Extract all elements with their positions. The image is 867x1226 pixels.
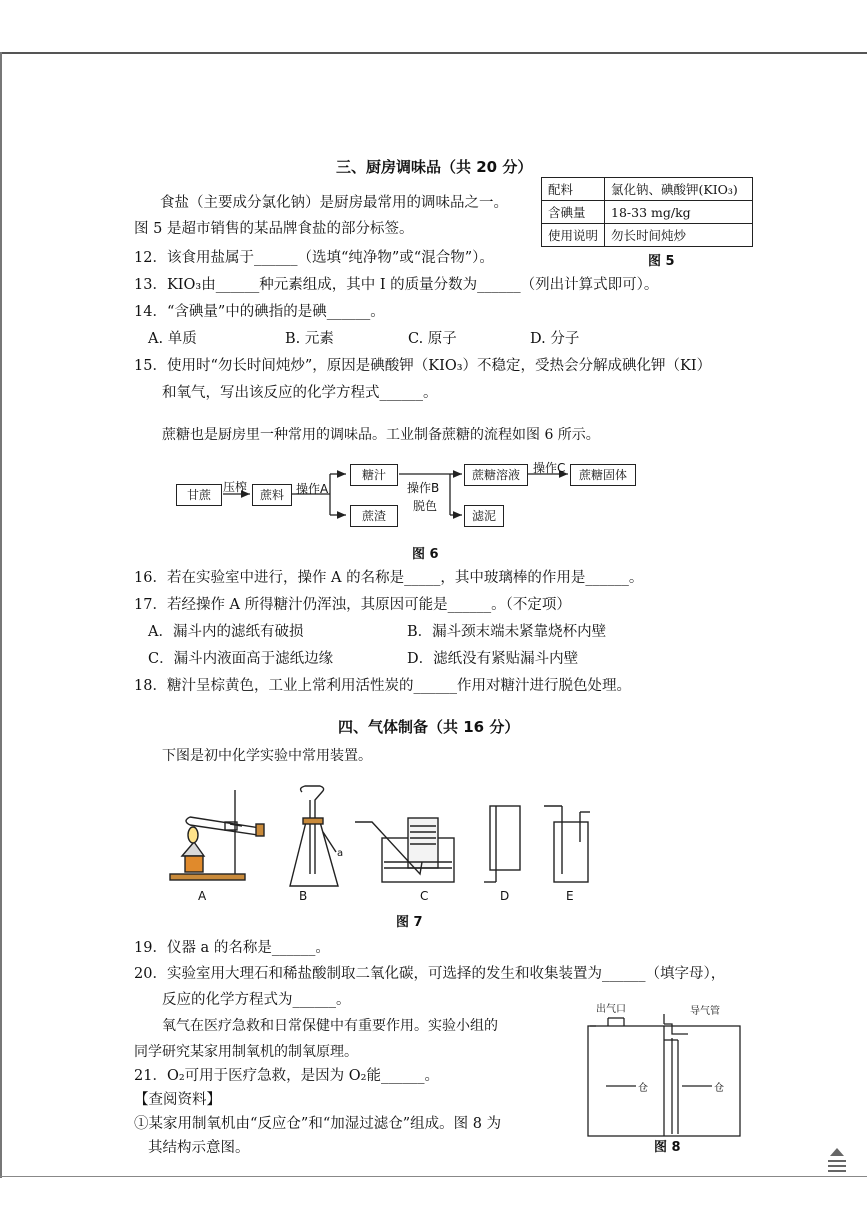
table-key: 含碘量 — [542, 201, 605, 224]
fig5-caption: 图 5 — [648, 254, 675, 269]
oxygen-intro-line2: 同学研究某家用制氧机的制氧原理。 — [134, 1044, 358, 1060]
section3-title: 三、厨房调味品（共 20 分） — [336, 158, 533, 176]
fig8-caption: 图 8 — [654, 1140, 681, 1155]
apparatus-label-a: A — [198, 889, 207, 903]
sugar-intro: 蔗糖也是厨房里一种常用的调味品。工业制备蔗糖的流程如图 6 所示。 — [162, 427, 600, 443]
table-row — [542, 178, 753, 201]
q14-option-a: A. 单质 — [148, 331, 197, 347]
salt-label-table — [541, 177, 753, 247]
section4-title: 四、气体制备（共 16 分） — [338, 718, 520, 736]
table-value: 18-33 mg/kg — [605, 201, 753, 224]
flow-sugarcane-box: 甘蔗 — [176, 484, 222, 506]
reference-title: 【查阅资料】 — [134, 1092, 221, 1108]
apparatus-a-label: a — [337, 848, 344, 859]
section4-intro: 下图是初中化学实验中常用装置。 — [162, 748, 372, 764]
section3-intro-line2: 图 5 是超市销售的某品牌食盐的部分标签。 — [134, 221, 414, 237]
table-key: 使用说明 — [542, 224, 605, 247]
question-18: 18．糖汁呈棕黄色，工业上常利用活性炭的______作用对糖汁进行脱色处理。 — [134, 678, 631, 694]
page-left-border — [0, 52, 2, 1178]
flow-decolor-label: 脱色 — [413, 499, 438, 513]
question-15-line2: 和氧气，写出该反应的化学方程式______。 — [162, 385, 438, 401]
reference-line1: ①某家用制氧机由“反应仓”和“加湿过滤仓”组成。图 8 为 — [134, 1116, 502, 1132]
question-19: 19．仪器 a 的名称是______。 — [134, 940, 330, 956]
flow-press-label: 压榨 — [223, 480, 248, 494]
oxygen-intro-line1: 氧气在医疗急救和日常保健中有重要作用。实验小组的 — [162, 1018, 498, 1034]
flow-pulp-box: 蔗料 — [252, 484, 292, 506]
q17-option-d: D．滤纸没有紧贴漏斗内壁 — [407, 651, 579, 667]
question-20-line1: 20．实验室用大理石和稀盐酸制取二氧化碳，可选择的发生和收集装置为______（填字母）， — [134, 966, 726, 982]
fig7-caption: 图 7 — [396, 915, 423, 930]
q17-option-c: C．漏斗内液面高于滤纸边缘 — [148, 651, 334, 667]
flow-residue-box: 蔗渣 — [350, 505, 398, 527]
reference-line2: 其结构示意图。 — [148, 1140, 250, 1156]
flow-opA-label: 操作A — [296, 482, 329, 496]
apparatus-label-e: E — [566, 889, 574, 903]
scroll-top-icon[interactable] — [826, 1147, 848, 1173]
q14-option-b: B. 元素 — [285, 331, 334, 347]
fig8-chamber-right-label: 仓 — [714, 1083, 724, 1094]
fig6-caption: 图 6 — [412, 547, 439, 562]
table-row — [542, 201, 753, 224]
table-row — [542, 224, 753, 247]
page-bottom-border — [0, 1176, 867, 1177]
apparatus-label-c: C — [420, 889, 429, 903]
lab-apparatus-figure — [160, 782, 590, 892]
flow-opC-label: 操作C — [533, 461, 566, 475]
question-13: 13．KIO₃由______种元素组成，其中 I 的质量分数为______（列出计算式即可）。 — [134, 277, 659, 293]
fig8-tube-label: 导气管 — [690, 1006, 720, 1017]
flow-solid-box: 蔗糖固体 — [570, 464, 636, 486]
oxygen-machine-diagram — [586, 1010, 746, 1140]
flow-juice-box: 糖汁 — [350, 464, 398, 486]
question-16: 16．若在实验室中进行，操作 A 的名称是_____，其中玻璃棒的作用是______。 — [134, 570, 644, 586]
question-15-line1: 15．使用时“勿长时间炖炒”，原因是碘酸钾（KIO₃）不稳定，受热会分解成碘化钾（KI） — [134, 358, 712, 374]
question-20-line2: 反应的化学方程式为______。 — [162, 992, 351, 1008]
apparatus-label-d: D — [500, 889, 510, 903]
q14-option-c: C. 原子 — [408, 331, 457, 347]
question-17: 17．若经操作 A 所得糖汁仍浑浊，其原因可能是______。（不定项） — [134, 597, 571, 613]
table-value: 勿长时间炖炒 — [605, 224, 753, 247]
flow-mud-box: 滤泥 — [464, 505, 504, 527]
table-value: 氯化钠、碘酸钾(KIO₃) — [605, 178, 753, 201]
flow-opB-label: 操作B — [407, 481, 440, 495]
apparatus-label-b: B — [299, 889, 308, 903]
q17-option-b: B．漏斗颈末端未紧靠烧杯内壁 — [407, 624, 607, 640]
fig8-chamber-left-label: 仓 — [638, 1083, 648, 1094]
page-top-border — [0, 52, 867, 54]
question-12: 12．该食用盐属于______（选填“纯净物”或“混合物”）。 — [134, 250, 494, 266]
flow-solution-box: 蔗糖溶液 — [464, 464, 528, 486]
q17-option-a: A．漏斗内的滤纸有破损 — [148, 624, 304, 640]
question-14: 14．“含碘量”中的碘指的是碘______。 — [134, 304, 385, 320]
q14-option-d: D. 分子 — [530, 331, 580, 347]
fig8-outlet-label: 出气口 — [596, 1004, 626, 1015]
table-key: 配料 — [542, 178, 605, 201]
section3-intro-line1: 食盐（主要成分氯化钠）是厨房最常用的调味品之一。 — [160, 195, 508, 211]
question-21: 21．O₂可用于医疗急救，是因为 O₂能______。 — [134, 1068, 439, 1084]
